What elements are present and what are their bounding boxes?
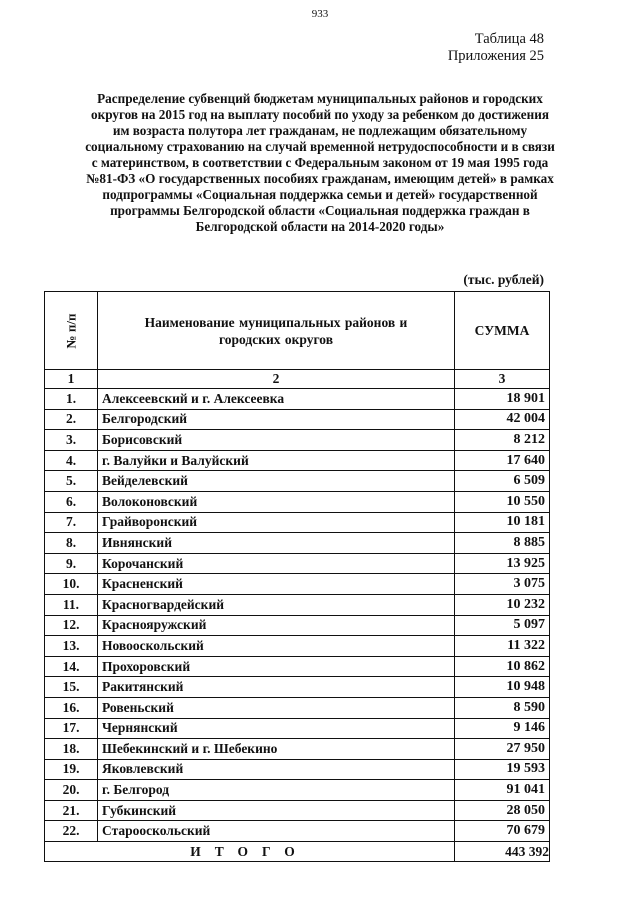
- row-number: 18.: [45, 739, 98, 760]
- district-name: Губкинский: [98, 800, 455, 821]
- row-sum: 27 950: [455, 739, 550, 760]
- table-row: [45, 450, 550, 471]
- row-sum: 8 212: [455, 430, 550, 451]
- title-line: №81-ФЗ «О государственных пособиях гражданам, имеющим детей» в рамках: [86, 171, 554, 186]
- row-sum: 17 640: [455, 450, 550, 471]
- table-row: [45, 430, 550, 451]
- row-sum: 10 550: [455, 491, 550, 512]
- district-name: Корочанский: [98, 553, 455, 574]
- title-line: подпрограммы «Социальная поддержка семьи и детей» государственной: [102, 187, 538, 202]
- row-sum: 9 146: [455, 718, 550, 739]
- district-name: Шебекинский и г. Шебекино: [98, 739, 455, 760]
- total-row: [45, 842, 550, 862]
- row-sum: 91 041: [455, 780, 550, 801]
- row-number: 13.: [45, 636, 98, 657]
- table-row: [45, 615, 550, 636]
- row-number: 9.: [45, 553, 98, 574]
- district-name: Красногвардейский: [98, 594, 455, 615]
- district-name: Белгородский: [98, 409, 455, 430]
- row-sum: 10 232: [455, 594, 550, 615]
- table-row: [45, 739, 550, 760]
- district-name: г. Валуйки и Валуйский: [98, 450, 455, 471]
- district-name: Грайворонский: [98, 512, 455, 533]
- row-number: 3.: [45, 430, 98, 451]
- row-number: 22.: [45, 821, 98, 842]
- row-sum: 70 679: [455, 821, 550, 842]
- title-line: Белгородской области на 2014-2020 годы»: [195, 219, 445, 234]
- table-label: Таблица 48: [474, 31, 544, 47]
- table-row: [45, 759, 550, 780]
- table-row: [45, 471, 550, 492]
- table-row: [45, 594, 550, 615]
- row-sum: 19 593: [455, 759, 550, 780]
- column-header-sum: СУММА: [455, 292, 550, 370]
- row-number: 16.: [45, 697, 98, 718]
- row-number: 20.: [45, 780, 98, 801]
- units-label: (тыс. рублей): [463, 272, 544, 287]
- district-name: Ивнянский: [98, 533, 455, 554]
- table-row: [45, 636, 550, 657]
- row-number: 2.: [45, 409, 98, 430]
- row-number: 17.: [45, 718, 98, 739]
- row-number: 4.: [45, 450, 98, 471]
- column-index: 3: [455, 370, 550, 389]
- document-title: [50, 91, 590, 235]
- table-row: [45, 780, 550, 801]
- row-sum: 10 862: [455, 656, 550, 677]
- table-row: [45, 821, 550, 842]
- table-row: [45, 491, 550, 512]
- table-row: [45, 389, 550, 410]
- table-row: [45, 409, 550, 430]
- page-number: 933: [311, 8, 329, 20]
- district-name: Вейделевский: [98, 471, 455, 492]
- row-sum: 18 901: [455, 389, 550, 410]
- district-name: Новооскольский: [98, 636, 455, 657]
- row-number: 12.: [45, 615, 98, 636]
- row-number: 10.: [45, 574, 98, 595]
- column-header-name: [98, 292, 455, 370]
- row-sum: 10 948: [455, 677, 550, 698]
- column-header-number-label: № п/п: [63, 313, 78, 348]
- total-sum: 443 392: [455, 842, 550, 862]
- district-name: Яковлевский: [98, 759, 455, 780]
- district-name: Краснояружский: [98, 615, 455, 636]
- row-sum: 8 885: [455, 533, 550, 554]
- district-name: г. Белгород: [98, 780, 455, 801]
- district-name: Чернянский: [98, 718, 455, 739]
- district-name: Ровеньский: [98, 697, 455, 718]
- district-name: Прохоровский: [98, 656, 455, 677]
- district-name: Волоконовский: [98, 491, 455, 512]
- row-number: 14.: [45, 656, 98, 677]
- appendix-label: Приложения 25: [447, 48, 544, 64]
- table-row: [45, 677, 550, 698]
- table-body: [45, 389, 550, 842]
- row-sum: 11 322: [455, 636, 550, 657]
- row-number: 5.: [45, 471, 98, 492]
- table-row: [45, 574, 550, 595]
- title-line: программы Белгородской области «Социальная поддержка граждан в: [110, 203, 530, 218]
- row-sum: 6 509: [455, 471, 550, 492]
- district-name: Старооскольский: [98, 821, 455, 842]
- column-index-row: [45, 370, 550, 389]
- row-number: 8.: [45, 533, 98, 554]
- column-index: 2: [98, 370, 455, 389]
- table-header-row: [45, 292, 550, 370]
- row-number: 6.: [45, 491, 98, 512]
- subsidy-table: [44, 291, 550, 862]
- district-name: Ракитянский: [98, 677, 455, 698]
- title-line: округов на 2015 год на выплату пособий по уходу за ребенком до достижения: [91, 107, 549, 122]
- table-row: [45, 512, 550, 533]
- title-line: социальному страхованию на случай временной нетрудоспособности и в связи: [85, 139, 555, 154]
- row-sum: 8 590: [455, 697, 550, 718]
- row-sum: 28 050: [455, 800, 550, 821]
- row-number: 1.: [45, 389, 98, 410]
- table-row: [45, 697, 550, 718]
- row-sum: 42 004: [455, 409, 550, 430]
- title-line: Распределение субвенций бюджетам муниципальных районов и городских: [97, 91, 543, 106]
- row-number: 19.: [45, 759, 98, 780]
- column-header-number: [45, 292, 98, 370]
- row-sum: 5 097: [455, 615, 550, 636]
- table-row: [45, 533, 550, 554]
- table-row: [45, 718, 550, 739]
- row-sum: 10 181: [455, 512, 550, 533]
- row-sum: 3 075: [455, 574, 550, 595]
- column-header-name-line: городских округов: [218, 331, 334, 347]
- column-header-name-line: Наименование муниципальных районов и: [144, 314, 408, 330]
- district-name: Борисовский: [98, 430, 455, 451]
- district-name: Красненский: [98, 574, 455, 595]
- row-number: 7.: [45, 512, 98, 533]
- row-number: 15.: [45, 677, 98, 698]
- title-line: с материнством, в соответствии с Федеральным законом от 19 мая 1995 года: [91, 155, 549, 170]
- row-sum: 13 925: [455, 553, 550, 574]
- table-row: [45, 800, 550, 821]
- table-row: [45, 553, 550, 574]
- table-reference: [448, 31, 544, 65]
- row-number: 21.: [45, 800, 98, 821]
- district-name: Алексеевский и г. Алексеевка: [98, 389, 455, 410]
- table-row: [45, 656, 550, 677]
- total-label: ИТОГО: [45, 842, 455, 862]
- title-line: им возраста полутора лет гражданам, не подлежащим обязательному: [112, 123, 528, 138]
- row-number: 11.: [45, 594, 98, 615]
- column-index: 1: [45, 370, 98, 389]
